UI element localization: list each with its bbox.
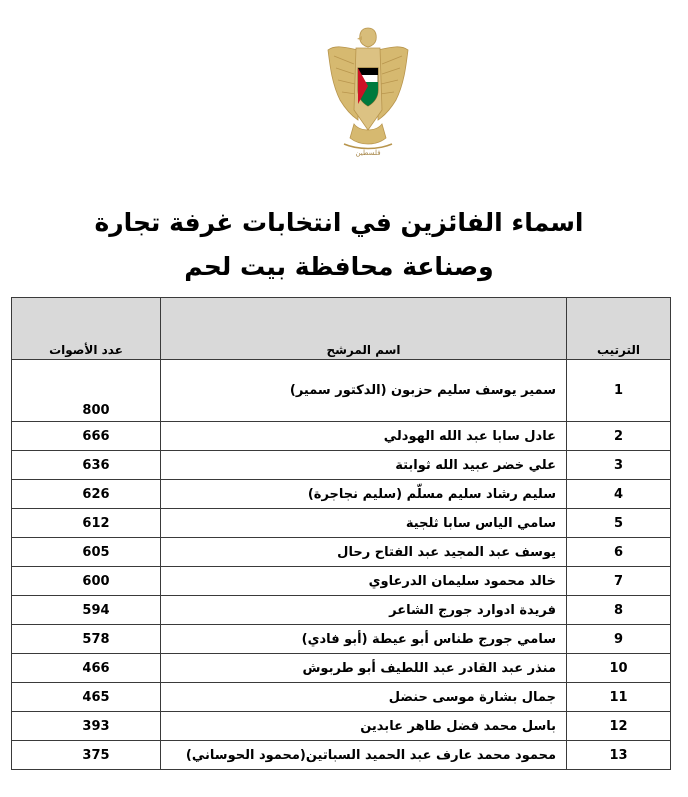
table-row (12, 654, 671, 683)
table-row (12, 596, 671, 625)
rank-cell: 1 (567, 360, 671, 422)
document-title-line-1: اسماء الفائزين في انتخابات غرفة تجارة (94, 208, 584, 237)
votes-cell: 605 (12, 538, 161, 567)
palestine-eagle-emblem (318, 20, 418, 160)
table-header-row (12, 298, 671, 360)
votes-cell: 594 (12, 596, 161, 625)
rank-cell: 10 (567, 654, 671, 683)
votes-cell: 393 (12, 712, 161, 741)
votes-cell: 578 (12, 625, 161, 654)
table-row (12, 567, 671, 596)
candidate-name-cell: جمال بشارة موسى حنضل (161, 683, 567, 712)
votes-cell: 636 (12, 451, 161, 480)
candidate-name-cell: باسل محمد فضل طاهر عابدين (161, 712, 567, 741)
table-row (12, 712, 671, 741)
candidate-name-cell: يوسف عبد المجيد عبد الفتاح رحال (161, 538, 567, 567)
votes-cell: 600 (12, 567, 161, 596)
header-votes: عدد الأصوات (12, 298, 161, 360)
votes-cell: 666 (12, 422, 161, 451)
rank-cell: 9 (567, 625, 671, 654)
table-row (12, 741, 671, 770)
rank-cell: 6 (567, 538, 671, 567)
candidate-name-cell: فريدة ادوارد جورج الشاعر (161, 596, 567, 625)
rank-cell: 7 (567, 567, 671, 596)
table-row (12, 451, 671, 480)
emblem-caption: فلسطين (355, 149, 381, 157)
votes-cell: 626 (12, 480, 161, 509)
votes-cell: 466 (12, 654, 161, 683)
table-row (12, 360, 671, 422)
table-row (12, 538, 671, 567)
rank-cell: 12 (567, 712, 671, 741)
candidate-name-cell: سمير يوسف سليم حزبون (الدكتور سمير) (161, 360, 567, 422)
candidate-name-cell: منذر عبد القادر عبد اللطيف أبو طربوش (161, 654, 567, 683)
winners-table (11, 297, 671, 770)
document-title-line-2: وصناعة محافظة بيت لحم (184, 252, 494, 281)
candidate-name-cell: عادل سابا عبد الله الهودلي (161, 422, 567, 451)
votes-cell: 465 (12, 683, 161, 712)
rank-cell: 11 (567, 683, 671, 712)
header-candidate-name: اسم المرشح (161, 298, 567, 360)
header-rank: الترتيب (567, 298, 671, 360)
table-row (12, 683, 671, 712)
votes-cell: 612 (12, 509, 161, 538)
candidate-name-cell: سليم رشاد سليم مسلّم (سليم نجاجرة) (161, 480, 567, 509)
candidate-name-cell: علي خضر عبيد الله ثوابتة (161, 451, 567, 480)
votes-cell: 375 (12, 741, 161, 770)
rank-cell: 13 (567, 741, 671, 770)
votes-cell: 800 (12, 360, 161, 422)
rank-cell: 8 (567, 596, 671, 625)
table-row (12, 422, 671, 451)
rank-cell: 4 (567, 480, 671, 509)
candidate-name-cell: سامي الياس سابا ثلجية (161, 509, 567, 538)
rank-cell: 2 (567, 422, 671, 451)
candidate-name-cell: خالد محمود سليمان الدرعاوي (161, 567, 567, 596)
table-row (12, 480, 671, 509)
rank-cell: 3 (567, 451, 671, 480)
table-row (12, 509, 671, 538)
table-row (12, 625, 671, 654)
rank-cell: 5 (567, 509, 671, 538)
candidate-name-cell: سامي جورج طناس أبو عيطة (أبو فادي) (161, 625, 567, 654)
candidate-name-cell: محمود محمد عارف عبد الحميد السباتين(محمود الحوساني) (161, 741, 567, 770)
